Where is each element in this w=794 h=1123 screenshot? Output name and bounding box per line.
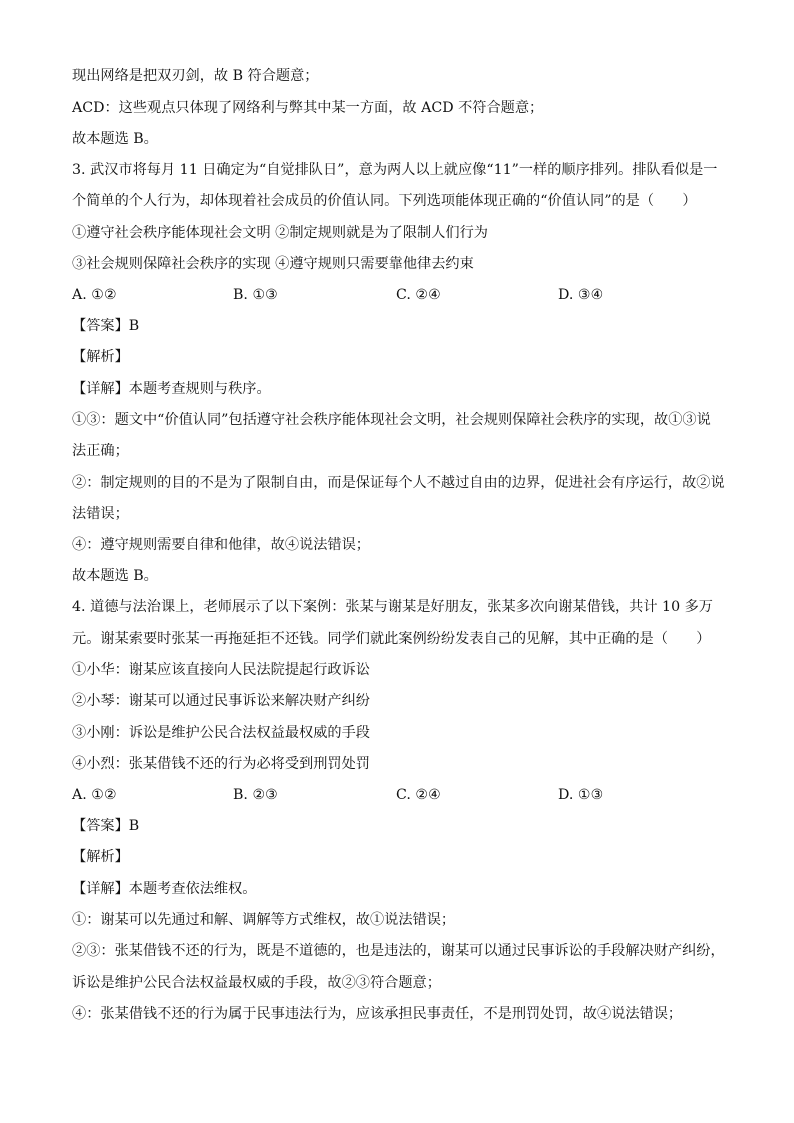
question-4-statement: ①小华：谢某应该直接向人民法院提起行政诉讼 bbox=[72, 662, 370, 678]
explanation-line: 故本题选 B。 bbox=[72, 568, 158, 584]
detail-explanation: 【详解】本题考查依法维权。 bbox=[72, 881, 257, 897]
answer-label: 【答案】B bbox=[72, 818, 140, 834]
question-4-statement: ②小琴：谢某可以通过民事诉讼来解决财产纠纷 bbox=[72, 693, 370, 709]
analysis-label: 【解析】 bbox=[72, 349, 129, 365]
explanation-line: ①：谢某可以先通过和解、调解等方式维权，故①说法错误； bbox=[72, 912, 456, 928]
explanation-line: ④：张某借钱不还的行为属于民事违法行为，应该承担民事责任，不是刑罚处罚，故④说法错误； bbox=[72, 1006, 683, 1022]
question-4-statement: ③小刚：诉讼是维护公民合法权益最权威的手段 bbox=[72, 725, 370, 741]
explanation-line: ①③：题文中“价值认同”包括遵守社会秩序能体现社会文明，社会规则保障社会秩序的实现，故①③说 bbox=[72, 412, 711, 428]
question-3-option-c: C. ②④ bbox=[396, 287, 441, 303]
explanation-line: ②③：张某借钱不还的行为，既是不道德的，也是违法的，谢某可以通过民事诉讼的手段解决财产纠纷， bbox=[72, 943, 725, 959]
question-4-stem: 4. 道德与法治课上，老师展示了以下案例：张某与谢某是好朋友，张某多次向谢某借钱，共计 10 多万 bbox=[72, 599, 713, 615]
explanation-line: ④：遵守规则需要自律和他律，故④说法错误； bbox=[72, 537, 370, 553]
question-3-option-d: D. ③④ bbox=[558, 287, 604, 303]
question-3-option-b: B. ①③ bbox=[233, 287, 278, 303]
question-4-option-b: B. ②③ bbox=[233, 787, 278, 803]
explanation-line: 法正确； bbox=[72, 443, 129, 459]
question-3-stem: 3. 武汉市将每月 11 日确定为“自觉排队日”，意为两人以上就应像“11”一样的顺序排列。排队看似是一 bbox=[72, 162, 718, 178]
text-line: 现出网络是把双刃剑，故 B 符合题意； bbox=[72, 68, 319, 84]
question-4-option-a: A. ①② bbox=[72, 787, 117, 803]
text-line: ACD：这些观点只体现了网络利与弊其中某一方面，故 ACD 不符合题意； bbox=[72, 100, 544, 116]
question-4-option-d: D. ①③ bbox=[558, 787, 604, 803]
question-4-stem: 元。谢某索要时张某一再拖延拒不还钱。同学们就此案例纷纷发表自己的见解，其中正确的是（ ） bbox=[72, 631, 711, 647]
detail-explanation: 【详解】本题考查规则与秩序。 bbox=[72, 381, 271, 397]
question-3-statement: ①遵守社会秩序能体现社会文明 ②制定规则就是为了限制人们行为 bbox=[72, 225, 488, 241]
explanation-line: ②：制定规则的目的不是为了限制自由，而是保证每个人不越过自由的边界，促进社会有序运行，故②说 bbox=[72, 475, 725, 491]
text-line: 故本题选 B。 bbox=[72, 131, 158, 147]
question-3-option-a: A. ①② bbox=[72, 287, 117, 303]
answer-label: 【答案】B bbox=[72, 318, 140, 334]
explanation-line: 法错误； bbox=[72, 506, 129, 522]
question-3-statement: ③社会规则保障社会秩序的实现 ④遵守规则只需要靠他律去约束 bbox=[72, 256, 474, 272]
explanation-line: 诉讼是维护公民合法权益最权威的手段，故②③符合题意； bbox=[72, 975, 441, 991]
question-4-statement: ④小烈：张某借钱不还的行为必将受到刑罚处罚 bbox=[72, 756, 370, 772]
question-3-stem: 个简单的个人行为，却体现着社会成员的价值认同。下列选项能体现正确的“价值认同”的是（ ） bbox=[72, 193, 697, 209]
analysis-label: 【解析】 bbox=[72, 849, 129, 865]
question-4-option-c: C. ②④ bbox=[396, 787, 441, 803]
